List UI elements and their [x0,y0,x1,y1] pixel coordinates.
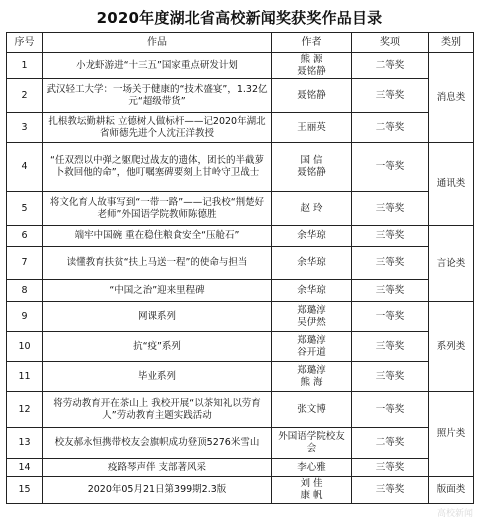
author: 王丽英 [272,113,352,143]
author: 赵 玲 [272,192,352,226]
work-title: 2020年05月21日第399期2.3版 [43,477,272,504]
header-row [7,33,474,53]
header-cell: 奖项 [352,33,429,53]
award: 一等奖 [352,302,429,332]
table-row [7,477,474,504]
table-row [7,79,474,113]
award: 二等奖 [352,53,429,79]
author: 张文博 [272,392,352,428]
work-title: 将文化育人故事写到“一带一路”——记我校“荆楚好老师”外国语学院教师陈德胜 [43,192,272,226]
award: 三等奖 [352,226,429,247]
award: 三等奖 [352,247,429,280]
award: 一等奖 [352,143,429,192]
work-title: 读懂教育扶贫“扶上马送一程”的使命与担当 [43,247,272,280]
table-row [7,302,474,332]
author: 郑璐淳 谷开道 [272,332,352,362]
author: 郑璐淳 熊 海 [272,362,352,392]
category: 通讯类 [429,143,474,226]
work-title: “中国之治”迎来里程碑 [43,280,272,302]
category: 版面类 [429,477,474,504]
table-row [7,392,474,428]
author: 郑璐淳 吴伊然 [272,302,352,332]
page-title: 2020年度湖北省高校新闻奖获奖作品目录 [96,9,383,27]
work-title: 疫路琴声伴 支部著风采 [43,459,272,477]
row-number: 15 [7,477,43,504]
row-number: 9 [7,302,43,332]
work-title: 端牢中国碗 重在稳住粮食安全“压舱石” [43,226,272,247]
category: 消息类 [429,53,474,143]
category: 系列类 [429,302,474,392]
award-table [6,32,474,504]
award: 三等奖 [352,280,429,302]
header-cell: 序号 [7,33,43,53]
work-title: 将劳动教育开在茶山上 我校开展“以茶知礼以劳育人”劳动教育主题实践活动 [43,392,272,428]
row-number: 8 [7,280,43,302]
work-title: 网课系列 [43,302,272,332]
row-number: 6 [7,226,43,247]
row-number: 1 [7,53,43,79]
row-number: 4 [7,143,43,192]
author: 李心雅 [272,459,352,477]
author: 刘 佳 康 帆 [272,477,352,504]
table-row [7,459,474,477]
work-title: “任双烈以中弹之躯爬过战友的遗体，团长的半截萝卜救回他的命”，他叮嘱塞碑要刻上甘岭守卫战士 [43,143,272,192]
work-title: 武汉轻工大学：一场关于健康的“技术盛宴”，1.32亿元“超级带货” [43,79,272,113]
author: 国 信 聂铭静 [272,143,352,192]
row-number: 14 [7,459,43,477]
award: 三等奖 [352,192,429,226]
award: 三等奖 [352,79,429,113]
table-row [7,226,474,247]
table-row [7,143,474,192]
category: 照片类 [429,392,474,477]
watermark: 高校新闻 [436,509,473,519]
category: 言论类 [429,226,474,302]
header-cell: 作品 [43,33,272,53]
award: 三等奖 [352,477,429,504]
work-title: 校友郝永恒携带校友会旗帜成功登顶5276米雪山 [43,428,272,459]
author: 余华琼 [272,247,352,280]
author: 余华琼 [272,280,352,302]
row-number: 5 [7,192,43,226]
author: 外国语学院校友会 [272,428,352,459]
row-number: 13 [7,428,43,459]
row-number: 2 [7,79,43,113]
author: 熊 源 聂铭静 [272,53,352,79]
work-title: 抗“疫”系列 [43,332,272,362]
row-number: 12 [7,392,43,428]
work-title: 扎根教坛勤耕耘 立德树人做标杆——记2020年湖北省师德先进个人沈汪洋教授 [43,113,272,143]
award: 二等奖 [352,113,429,143]
table-row [7,53,474,79]
table-row [7,192,474,226]
header-cell: 作者 [272,33,352,53]
table-row [7,362,474,392]
author: 聂铭静 [272,79,352,113]
award: 三等奖 [352,459,429,477]
award: 二等奖 [352,428,429,459]
award: 三等奖 [352,332,429,362]
header-cell: 类别 [429,33,474,53]
table-row [7,428,474,459]
row-number: 10 [7,332,43,362]
award: 三等奖 [352,362,429,392]
work-title: 小龙虾游进“十三五”国家重点研发计划 [43,53,272,79]
table-row [7,280,474,302]
work-title: 毕业系列 [43,362,272,392]
table-row [7,332,474,362]
author: 余华琼 [272,226,352,247]
row-number: 3 [7,113,43,143]
award: 一等奖 [352,392,429,428]
table-row [7,113,474,143]
row-number: 7 [7,247,43,280]
table-row [7,247,474,280]
row-number: 11 [7,362,43,392]
